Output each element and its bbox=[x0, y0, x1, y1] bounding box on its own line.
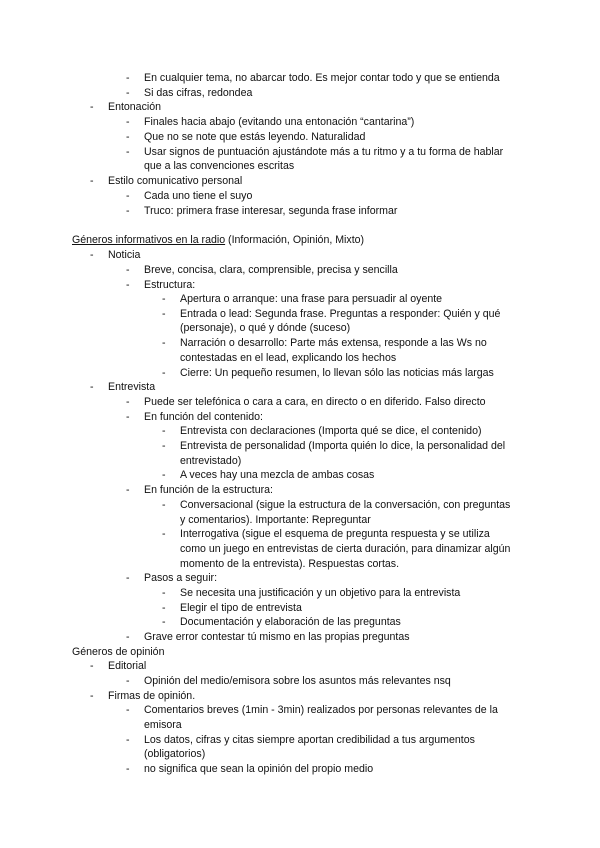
bullet-dash: - bbox=[162, 528, 166, 540]
section-heading-suffix: (Información, Opinión, Mixto) bbox=[225, 234, 365, 246]
list-item: Finales hacia abajo (evitando una entonación “cantarina”) bbox=[144, 116, 415, 128]
list-item-continuation: que a las convenciones escritas bbox=[144, 160, 295, 172]
list-item: Elegir el tipo de entrevista bbox=[180, 602, 302, 614]
bullet-dash: - bbox=[90, 690, 94, 702]
bullet-dash: - bbox=[126, 675, 130, 687]
bullet-dash: - bbox=[126, 631, 130, 643]
bullet-dash: - bbox=[162, 499, 166, 511]
list-item: Truco: primera frase interesar, segunda frase informar bbox=[144, 205, 398, 217]
bullet-dash: - bbox=[90, 101, 94, 113]
bullet-dash: - bbox=[126, 734, 130, 746]
list-item: Apertura o arranque: una frase para persuadir al oyente bbox=[180, 293, 443, 305]
list-item: En cualquier tema, no abarcar todo. Es mejor contar todo y que se entienda bbox=[144, 72, 500, 84]
bullet-dash: - bbox=[90, 175, 94, 187]
bullet-dash: - bbox=[162, 425, 166, 437]
bullet-dash: - bbox=[90, 660, 94, 672]
list-item: Opinión del medio/emisora sobre los asuntos más relevantes nsq bbox=[144, 675, 451, 687]
bullet-dash: - bbox=[126, 131, 130, 143]
bullet-dash: - bbox=[162, 293, 166, 305]
list-item-continuation: emisora bbox=[144, 719, 182, 731]
bullet-dash: - bbox=[162, 337, 166, 349]
bullet-dash: - bbox=[162, 602, 166, 614]
bullet-dash: - bbox=[126, 763, 130, 775]
list-item: Pasos a seguir: bbox=[144, 572, 218, 584]
bullet-dash: - bbox=[126, 146, 130, 158]
list-item: Usar signos de puntuación ajustándote más a tu ritmo y a tu forma de hablar bbox=[144, 146, 504, 158]
list-item-continuation: como un juego en entrevistas de cierta duración, para dinamizar algún bbox=[180, 543, 511, 555]
bullet-dash: - bbox=[162, 616, 166, 628]
bullet-dash: - bbox=[126, 704, 130, 716]
bullet-dash: - bbox=[162, 308, 166, 320]
list-item-continuation: y comentarios). Importante: Repreguntar bbox=[180, 514, 371, 526]
bullet-dash: - bbox=[162, 367, 166, 379]
list-item: Interrogativa (sigue el esquema de pregunta respuesta y se utiliza bbox=[180, 528, 490, 540]
bullet-dash: - bbox=[126, 87, 130, 99]
list-item: Comentarios breves (1min - 3min) realizados por personas relevantes de la bbox=[144, 704, 498, 716]
list-item-continuation: (obligatorios) bbox=[144, 748, 206, 760]
section-heading: Géneros de opinión bbox=[72, 646, 165, 658]
bullet-dash: - bbox=[162, 587, 166, 599]
list-item: Entrada o lead: Segunda frase. Preguntas a responder: Quién y qué bbox=[180, 308, 501, 320]
list-item: Documentación y elaboración de las preguntas bbox=[180, 616, 401, 628]
bullet-dash: - bbox=[90, 249, 94, 261]
list-item-continuation: contestadas en el lead, explicando los hechos bbox=[180, 352, 397, 364]
bullet-dash: - bbox=[126, 205, 130, 217]
list-item-continuation: entrevistado) bbox=[180, 455, 242, 467]
list-item: Que no se note que estás leyendo. Naturalidad bbox=[144, 131, 366, 143]
bullet-dash: - bbox=[126, 572, 130, 584]
bullet-dash: - bbox=[162, 440, 166, 452]
bullet-dash: - bbox=[126, 411, 130, 423]
list-item: Grave error contestar tú mismo en las propias preguntas bbox=[144, 631, 410, 643]
bullet-dash: - bbox=[126, 72, 130, 84]
list-item: Estructura: bbox=[144, 279, 196, 291]
list-item-heading: Noticia bbox=[108, 249, 141, 261]
section-heading bbox=[72, 233, 364, 248]
bullet-dash: - bbox=[126, 116, 130, 128]
list-item-heading: Firmas de opinión. bbox=[108, 690, 196, 702]
list-item: En función del contenido: bbox=[144, 411, 263, 423]
bullet-dash: - bbox=[126, 279, 130, 291]
list-item: Breve, concisa, clara, comprensible, precisa y sencilla bbox=[144, 264, 398, 276]
list-item: Los datos, cifras y citas siempre aportan credibilidad a tus argumentos bbox=[144, 734, 475, 746]
bullet-dash: - bbox=[126, 190, 130, 202]
list-item: Entrevista de personalidad (Importa quién lo dice, la personalidad del bbox=[180, 440, 506, 452]
bullet-dash: - bbox=[90, 381, 94, 393]
list-item: Si das cifras, redondea bbox=[144, 87, 253, 99]
list-item: Narración o desarrollo: Parte más extensa, responde a las Ws no bbox=[180, 337, 487, 349]
list-item-heading: Entonación bbox=[108, 101, 162, 113]
list-item: A veces hay una mezcla de ambas cosas bbox=[180, 469, 375, 481]
section-heading-title: Géneros informativos en la radio bbox=[72, 234, 226, 246]
list-item-heading: Editorial bbox=[108, 660, 147, 672]
list-item-heading: Entrevista bbox=[108, 381, 156, 393]
list-item-continuation: (personaje), o qué y dónde (suceso) bbox=[180, 322, 351, 334]
list-item: Puede ser telefónica o cara a cara, en directo o en diferido. Falso directo bbox=[144, 396, 486, 408]
list-item: Se necesita una justificación y un objetivo para la entrevista bbox=[180, 587, 461, 599]
list-item: Cierre: Un pequeño resumen, lo llevan sólo las noticias más largas bbox=[180, 367, 494, 379]
list-item: Conversacional (sigue la estructura de la conversación, con preguntas bbox=[180, 499, 511, 511]
list-item-continuation: momento de la entrevista). Respuestas cortas. bbox=[180, 558, 400, 570]
bullet-dash: - bbox=[126, 396, 130, 408]
bullet-dash: - bbox=[126, 484, 130, 496]
list-item-heading: Estilo comunicativo personal bbox=[108, 175, 243, 187]
list-item: no significa que sean la opinión del propio medio bbox=[144, 763, 374, 775]
bullet-dash: - bbox=[162, 469, 166, 481]
list-item: En función de la estructura: bbox=[144, 484, 273, 496]
list-item: Entrevista con declaraciones (Importa qué se dice, el contenido) bbox=[180, 425, 482, 437]
bullet-dash: - bbox=[126, 264, 130, 276]
list-item: Cada uno tiene el suyo bbox=[144, 190, 253, 202]
